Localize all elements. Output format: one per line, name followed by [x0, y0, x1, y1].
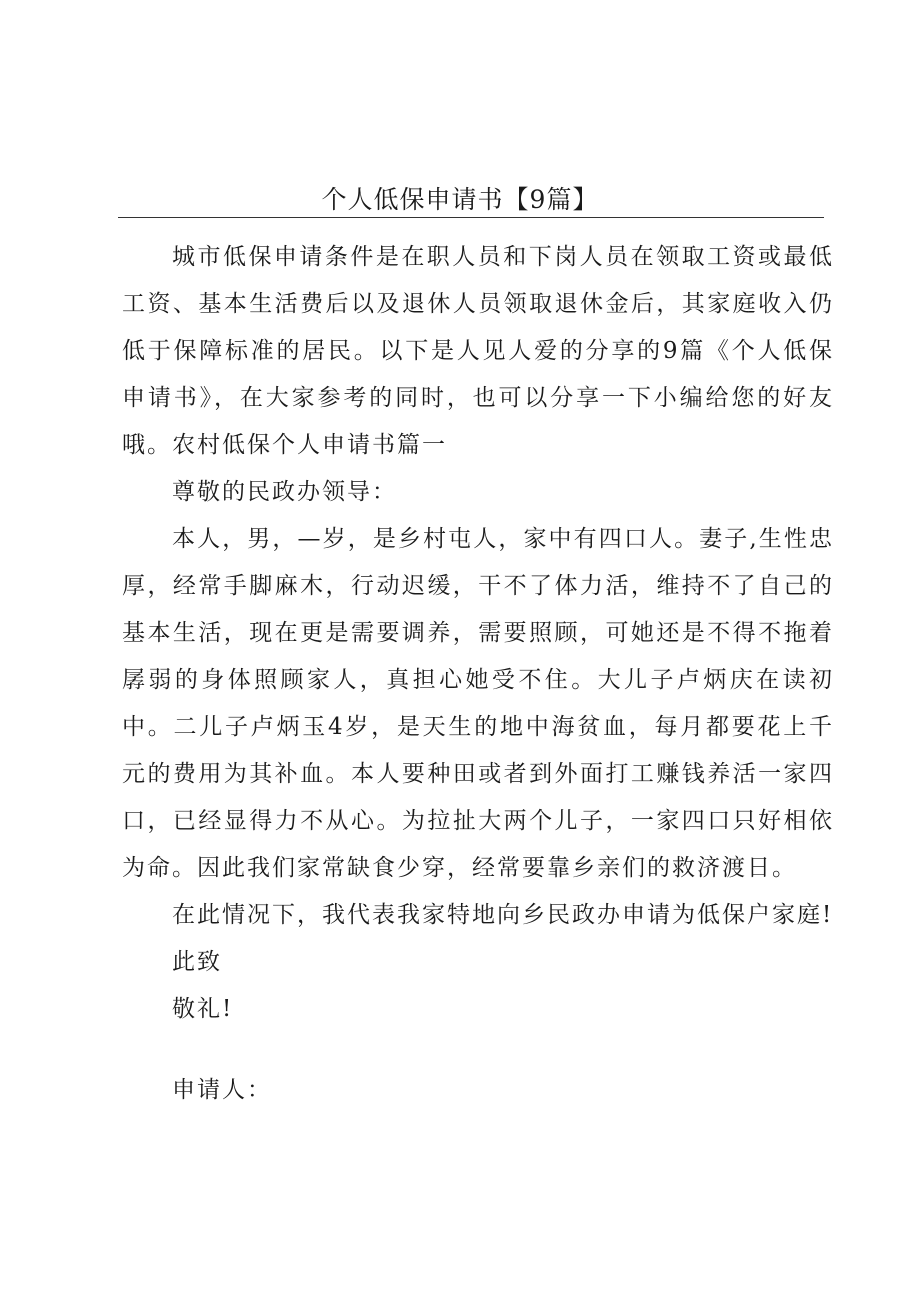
signature-line: 申请人：	[172, 1077, 272, 1103]
intro-paragraph: 城市低保申请条件是在职人员和下岗人员在领取工资或最低工资、基本生活费后以及退休人员领取退休金后，其家庭收入仍低于保障标准的居民。以下是人见人爱的分享的9篇《个人低保申请书》，在大家参考的同时，也可以分享一下小编给您的好友哦。农村低保个人申请书篇一	[122, 244, 834, 458]
closing-line-1: 此致	[172, 949, 222, 975]
closing-line-2: 敬礼!	[172, 996, 234, 1022]
main-paragraph: 本人，男，—岁，是乡村屯人，家中有四口人。妻子,生性忠厚，经常手脚麻木，行动迟缓，干不了体力活，维持不了自己的基本生活，现在更是需要调养，需要照顾，可她还是不得不拖着孱弱的身体照顾家人，真担心她受不住。大儿子卢炳庆在读初中。二儿子卢炳玉4岁，是天生的地中海贫血，每月都要花上千元的费用为其补血。本人要种田或者到外面打工赚钱养活一家四口，已经显得力不从心。为拉扯大两个儿子，一家四口只好相依为命。因此我们家常缺食少穿，经常要靠乡亲们的救济渡日。	[122, 526, 834, 881]
salutation: 尊敬的民政办领导：	[172, 479, 397, 505]
document-body	[122, 234, 834, 1114]
document-title: 个人低保申请书【9篇】	[321, 185, 599, 214]
request-paragraph: 在此情况下，我代表我家特地向乡民政办申请为低保户家庭!	[172, 902, 834, 928]
title-underline	[118, 217, 824, 218]
